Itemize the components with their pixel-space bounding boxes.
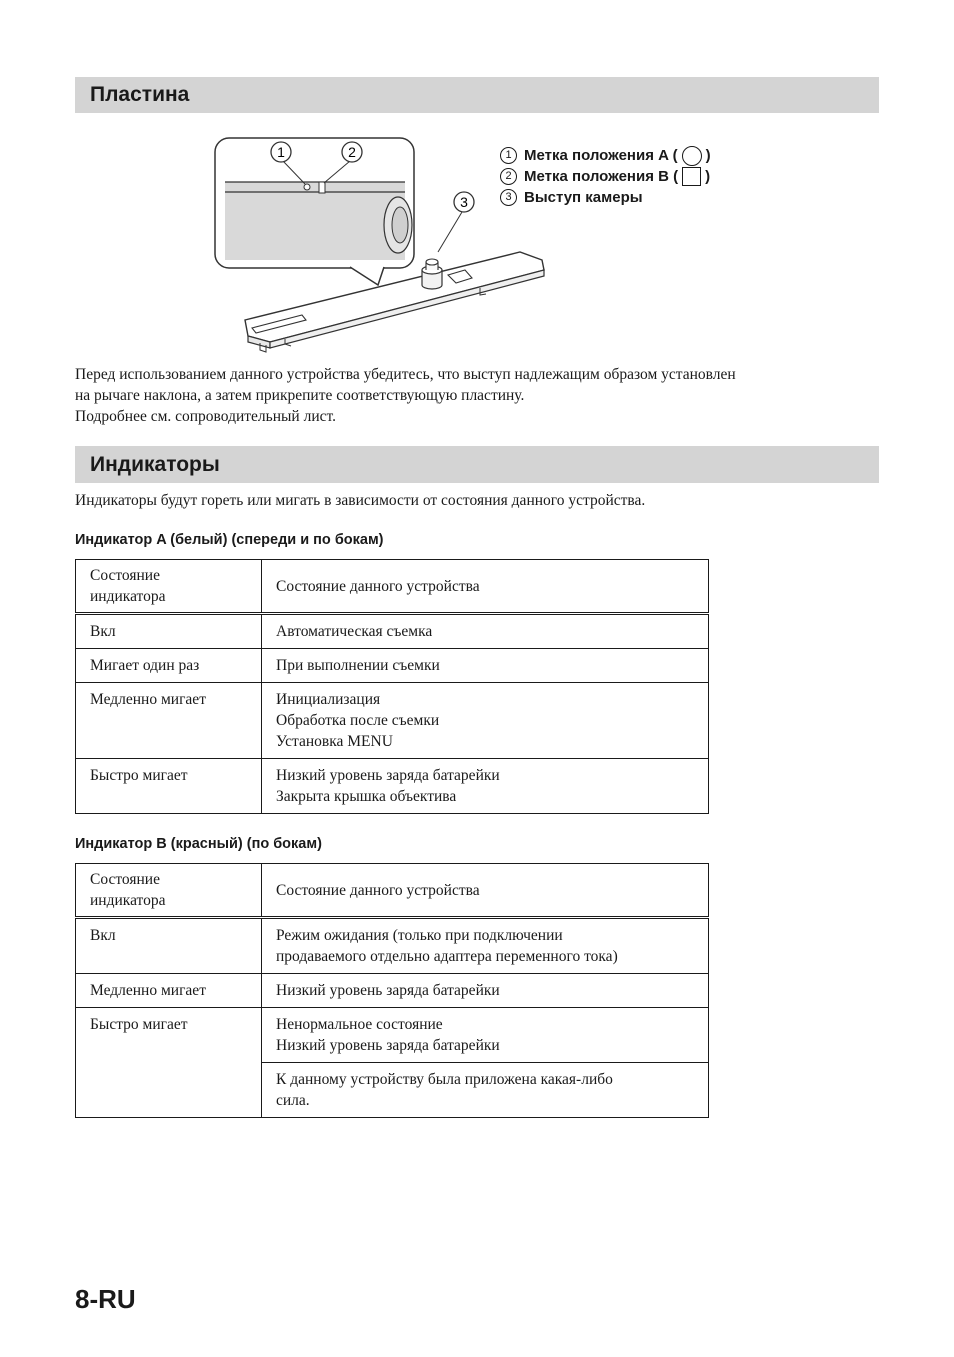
table-row — [76, 918, 709, 974]
section-title-indicators: Индикаторы — [90, 453, 220, 476]
desc-line: Установка MENU — [276, 733, 393, 750]
header-cell-device-state: Состояние данного устройства — [262, 864, 709, 918]
legend-number-2: 2 — [500, 168, 517, 185]
table-row — [76, 649, 709, 683]
desc-line: Автоматическая съемка — [276, 623, 433, 640]
header-text: индикатора — [90, 588, 166, 605]
legend-item-position-a — [500, 145, 711, 166]
svg-text:3: 3 — [460, 194, 468, 210]
desc-cell — [262, 759, 709, 814]
desc-cell — [262, 1063, 709, 1118]
desc-cell — [262, 683, 709, 759]
diagram-legend — [500, 145, 711, 208]
state-cell: Вкл — [76, 918, 262, 974]
circle-mark-icon — [682, 146, 702, 166]
header-cell-state — [76, 864, 262, 918]
desc-line: Низкий уровень заряда батарейки — [276, 767, 500, 784]
table-row — [76, 1008, 709, 1063]
svg-text:2: 2 — [348, 144, 356, 160]
table-row — [76, 614, 709, 649]
header-cell-device-state: Состояние данного устройства — [262, 560, 709, 614]
table-row — [76, 974, 709, 1008]
desc-line: продаваемого отдельно адаптера переменного тока) — [276, 948, 618, 965]
indicators-intro — [75, 490, 875, 511]
table-header-row — [76, 560, 709, 614]
desc-line: Низкий уровень заряда батарейки — [276, 1037, 500, 1054]
desc-line: сила. — [276, 1092, 310, 1109]
state-cell: Быстро мигает — [76, 759, 262, 814]
table-row — [76, 683, 709, 759]
section-header-plate — [75, 77, 879, 113]
table-b-caption: Индикатор B (красный) (по бокам) — [75, 836, 322, 852]
desc-line: К данному устройству была приложена какая-либо — [276, 1071, 613, 1088]
intro-text: Индикаторы будут гореть или мигать в зависимости от состояния данного устройства. — [75, 492, 646, 509]
desc-line: Ненормальное состояние — [276, 1016, 443, 1033]
text-line: на рычаге наклона, а затем прикрепите соответствующую пластину. — [75, 387, 525, 404]
table-row — [76, 759, 709, 814]
legend-item-position-b — [500, 166, 711, 187]
legend-close-paren-b: ) — [705, 168, 711, 185]
table-a-caption: Индикатор A (белый) (спереди и по бокам) — [75, 532, 384, 548]
desc-line: Низкий уровень заряда батарейки — [276, 982, 500, 999]
callout-1 — [271, 142, 291, 162]
desc-cell — [262, 974, 709, 1008]
section-title-plate: Пластина — [90, 83, 190, 106]
legend-item-camera-protrusion — [500, 187, 711, 208]
legend-number-3: 3 — [500, 189, 517, 206]
legend-label-position-b: Метка положения B ( — [524, 168, 679, 185]
state-cell: Быстро мигает — [76, 1008, 262, 1118]
header-text: Состояние — [90, 567, 160, 584]
text-line: Подробнее см. сопроводительный лист. — [75, 408, 336, 425]
desc-line: При выполнении съемки — [276, 657, 440, 674]
state-cell: Мигает один раз — [76, 649, 262, 683]
text-line: Перед использованием данного устройства убедитесь, что выступ надлежащим образом установлен — [75, 366, 736, 383]
plate-instructions — [75, 364, 875, 427]
state-cell: Вкл — [76, 614, 262, 649]
svg-text:1: 1 — [277, 144, 285, 160]
header-cell-state — [76, 560, 262, 614]
desc-line: Режим ожидания (только при подключении — [276, 927, 563, 944]
desc-cell — [262, 614, 709, 649]
square-mark-icon — [682, 167, 701, 186]
desc-line: Инициализация — [276, 691, 381, 708]
callout-3 — [454, 192, 474, 212]
header-text: индикатора — [90, 892, 166, 909]
header-text: Состояние — [90, 871, 160, 888]
desc-cell — [262, 649, 709, 683]
legend-label-camera-protrusion: Выступ камеры — [524, 189, 643, 206]
indicator-b-table — [75, 863, 709, 1118]
indicator-a-table — [75, 559, 709, 814]
desc-cell — [262, 918, 709, 974]
state-cell: Медленно мигает — [76, 974, 262, 1008]
callout-2 — [342, 142, 362, 162]
desc-line: Обработка после съемки — [276, 712, 440, 729]
desc-line: Закрыта крышка объектива — [276, 788, 457, 805]
table-header-row — [76, 864, 709, 918]
legend-close-paren-a: ) — [705, 147, 711, 164]
page-number: 8-RU — [75, 1284, 136, 1314]
legend-label-position-a: Метка положения A ( — [524, 147, 678, 164]
desc-cell — [262, 1008, 709, 1063]
legend-number-1: 1 — [500, 147, 517, 164]
state-cell: Медленно мигает — [76, 683, 262, 759]
section-header-indicators — [75, 446, 879, 483]
